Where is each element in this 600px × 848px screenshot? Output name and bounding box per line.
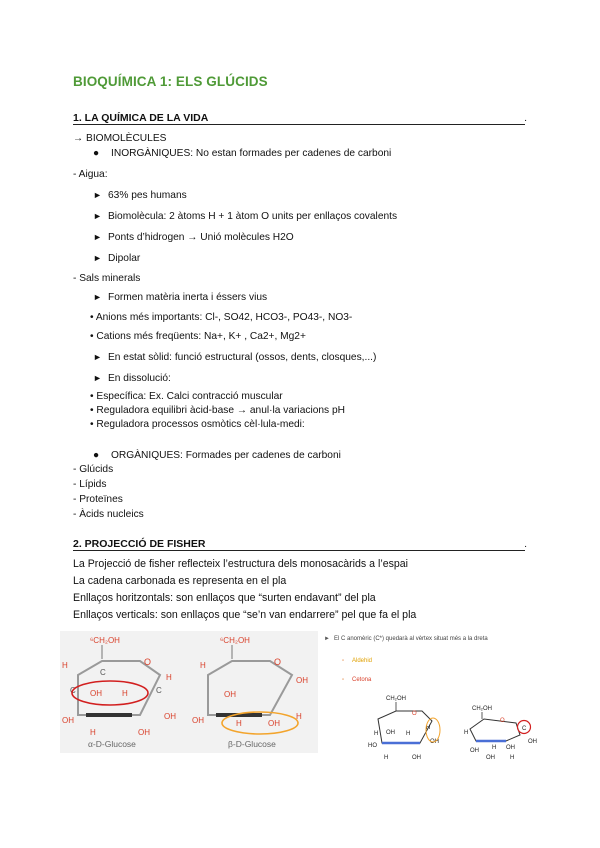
anomeric-note: El C anomèric (C*) quedarà al vèrtex situat més a la dreta [334, 636, 488, 642]
atom-label: OH [386, 730, 395, 736]
atom-label: H [406, 731, 411, 737]
alpha-glucose-label: α-D-Glucose [88, 739, 136, 749]
document-title: BIOQUÍMICA 1: ELS GLÚCIDS [73, 74, 268, 89]
anions-line: • Anions més importants: Cl-, SO42, HCO3-, PO43-, NO3- [90, 312, 353, 323]
atom-label: OH [268, 719, 280, 728]
atom-label: OH [90, 689, 102, 698]
dissolution-text: En dissolució: [108, 373, 171, 384]
section-heading-1-dot: . [524, 112, 527, 124]
ring-outline [378, 711, 432, 743]
ch2oh-label: CH₂OH [472, 706, 492, 712]
bullet-dot-icon: ● [93, 148, 100, 159]
ch2oh-label: ⁶CH₂OH [90, 636, 120, 645]
triangle-bullet-icon: ► [324, 636, 330, 642]
furanose-ring [464, 706, 537, 761]
anomeric-carbon-figure [320, 631, 542, 776]
inorganic-line [93, 147, 391, 160]
solid-state-line [93, 351, 376, 364]
salts-label: - Sals minerals [73, 273, 141, 284]
bullet-icon: ▫ [342, 658, 345, 664]
glucose-anomers-figure [60, 631, 318, 753]
organic-item: - Glúcids [73, 464, 114, 475]
atom-label: OH [470, 748, 479, 754]
organic-item: - Lípids [73, 479, 107, 490]
atom-label: H [374, 731, 379, 737]
triangle-right-icon: ► [93, 232, 102, 242]
ring-outline [470, 719, 520, 741]
ring-oxygen-label: O [412, 711, 417, 717]
water-item-text: Biomolècula: 2 àtoms H + 1 àtom O units per enllaços covalents [108, 211, 398, 222]
atom-label: OH [138, 728, 150, 737]
water-item-text: Ponts d’hidrogen → Unió molècules H2O [108, 232, 294, 243]
dissolution-line [93, 372, 171, 385]
atom-label: H [166, 673, 172, 682]
fisher-line: La cadena carbonada es representa en el pla [73, 575, 287, 587]
water-item [93, 252, 140, 265]
triangle-right-icon: ► [93, 292, 102, 302]
atom-label: OH [430, 739, 439, 745]
triangle-right-icon: ► [93, 211, 102, 221]
organic-item: - Proteïnes [73, 494, 123, 505]
atom-label: C [522, 726, 527, 732]
atom-label: H [510, 755, 515, 761]
bullet-icon: ▫ [342, 677, 345, 683]
atom-label: OH [296, 676, 308, 685]
solid-state-text: En estat sòlid: funció estructural (ossos, dents, closques,...) [108, 352, 377, 363]
triangle-right-icon: ► [93, 373, 102, 383]
fisher-line: La Projecció de fisher reflecteix l’estructura dels monosacàrids a l’espai [73, 558, 409, 570]
water-item [93, 189, 187, 202]
organic-item: - Àcids nucleics [73, 509, 144, 520]
atom-label: H [236, 719, 242, 728]
inorganic-text: INORGÀNIQUES: No estan formades per cadenes de carboni [111, 148, 392, 159]
atom-label: OH [62, 716, 74, 725]
ring-oxygen-label: O [500, 718, 505, 724]
bullet-dot-icon: ● [93, 450, 100, 461]
atom-label: OH [528, 739, 537, 745]
atom-label: H [492, 745, 497, 751]
atom-label: OH [164, 712, 176, 721]
atom-label: OH [192, 716, 204, 725]
biomolecules-label: → BIOMOLÈCULES [73, 133, 167, 144]
triangle-right-icon: ► [93, 190, 102, 200]
atom-label: H [464, 730, 469, 736]
ch2oh-label: CH₂OH [386, 696, 406, 702]
atom-label: OH [486, 755, 495, 761]
atom-label: OH [506, 745, 515, 751]
section-heading-2 [73, 538, 525, 551]
ring-oxygen-label: O [144, 657, 152, 667]
section-heading-2-dot: . [524, 538, 527, 550]
ring-oxygen-label: O [274, 657, 282, 667]
atom-label: OH [412, 755, 421, 761]
section-heading-1 [73, 112, 525, 125]
salts-item [93, 291, 267, 304]
ketone-label: Cetona [352, 677, 372, 683]
atom-label: H [200, 661, 206, 670]
dissolution-item: • Específica: Ex. Calci contracció muscular [90, 391, 283, 402]
beta-glucose-label: β-D-Glucose [228, 739, 276, 749]
cations-line: • Cations més freqüents: Na+, K+ , Ca2+, Mg2+ [90, 331, 306, 342]
atom-label: H [62, 661, 68, 670]
dissolution-item: • Reguladora processos osmòtics cèl·lula-medi: [90, 419, 305, 430]
organic-line [93, 449, 341, 462]
water-item-text: 63% pes humans [108, 190, 187, 201]
fisher-line: Enllaços horitzontals: son enllaços que “surten endavant” del pla [73, 592, 376, 604]
atom-label: H [90, 728, 96, 737]
water-label: - Aigua: [73, 169, 108, 180]
atom-label: C [156, 686, 162, 695]
ch2oh-label: ⁶CH₂OH [220, 636, 250, 645]
atom-label: C [70, 686, 76, 695]
salts-item-text: Formen matèria inerta i éssers vius [108, 292, 268, 303]
section-heading-1-text: 1. LA QUÍMICA DE LA VIDA [73, 112, 209, 124]
atom-label: OH [224, 690, 236, 699]
atom-label: C [100, 668, 106, 677]
water-item [93, 231, 294, 244]
triangle-right-icon: ► [93, 352, 102, 362]
fisher-line: Enllaços verticals: son enllaços que “se’n van endarrere” pel que fa el pla [73, 609, 417, 621]
organic-text: ORGÀNIQUES: Formades per cadenes de carboni [111, 450, 341, 461]
atom-label: HO [368, 743, 377, 749]
water-item-text: Dipolar [108, 253, 141, 264]
atom-label: H [384, 755, 389, 761]
atom-label: H [122, 689, 128, 698]
atom-label: H [296, 712, 302, 721]
triangle-right-icon: ► [93, 253, 102, 263]
section-heading-2-text: 2. PROJECCIÓ DE FISHER [73, 538, 206, 550]
atom-label: H [426, 725, 431, 731]
pyranose-ring [368, 696, 440, 761]
dissolution-item: • Reguladora equilibri àcid-base → anul·la variacions pH [90, 405, 345, 416]
aldehyde-label: Aldehid [352, 658, 373, 664]
water-item [93, 210, 397, 223]
